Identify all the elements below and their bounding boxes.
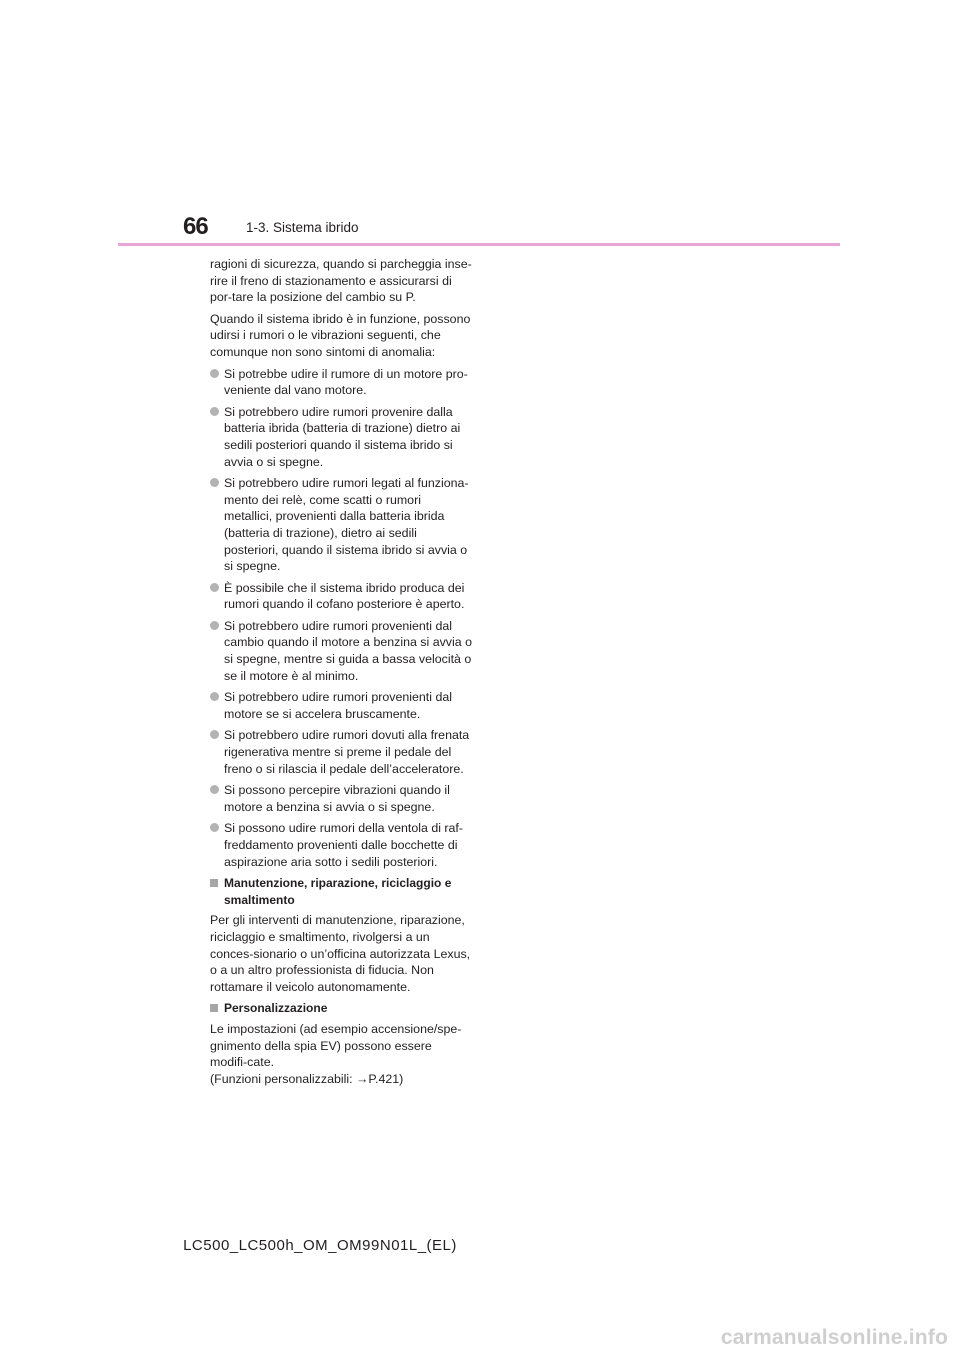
page-content <box>210 256 472 1092</box>
document-code: LC500_LC500h_OM_OM99N01L_(EL) <box>183 1237 457 1254</box>
bullet-icon <box>210 692 219 701</box>
bullet-icon <box>210 785 219 794</box>
intro-paragraph: ragioni di sicurezza, quando si parcheggia inse-rire il freno di stazionamento e assicurarsi di por-tare la posizione del cambio su P. <box>210 257 472 305</box>
list-item <box>210 820 472 870</box>
section-title: 1-3. Sistema ibrido <box>246 220 359 235</box>
list-item <box>210 782 472 815</box>
page-number: 66 <box>183 213 208 240</box>
bullet-icon <box>210 621 219 630</box>
list-item-text: Si potrebbero udire rumori dovuti alla frenata rigenerativa mentre si preme il pedale del freno o si rilascia il pedale dell’acceleratore. <box>224 728 470 776</box>
section-heading <box>210 875 472 908</box>
bullet-icon <box>210 823 219 832</box>
section-heading <box>210 1000 472 1017</box>
cross-reference: (Funzioni personalizzabili: →P.421) <box>210 1071 404 1086</box>
body-paragraph: Le impostazioni (ad esempio accensione/spe-gnimento della spia EV) possono essere modifi-cate. <box>210 1021 462 1070</box>
list-item <box>210 618 472 684</box>
list-item <box>210 366 472 399</box>
list-item-text: Si possono percepire vibrazioni quando il motore a benzina si avvia o si spegne. <box>224 783 450 814</box>
bullet-icon <box>210 407 219 416</box>
section-heading-text: Manutenzione, riparazione, riciclaggio e smaltimento <box>224 876 452 907</box>
bullet-icon <box>210 369 219 378</box>
list-item-text: È possibile che il sistema ibrido produca dei rumori quando il cofano posteriore è aperto. <box>224 580 465 612</box>
header-divider <box>118 243 840 246</box>
square-bullet-icon <box>210 879 218 887</box>
intro-paragraph: Quando il sistema ibrido è in funzione, possono udirsi i rumori o le vibrazioni seguenti, che comunque non sono sintomi di anomalia: <box>210 311 471 359</box>
bullet-icon <box>210 730 219 739</box>
list-item-text: Si potrebbero udire rumori provenire dalla batteria ibrida (batteria di trazione) dietro ai sedili posteriori quando il sistema ibrido si avvia o si spegne. <box>224 404 461 469</box>
list-item-text: Si possono udire rumori della ventola di raf-freddamento provenienti dalle bocchette di aspirazione aria sotto i sedili posteriori. <box>224 821 463 869</box>
section-heading-text: Personalizzazione <box>224 1001 328 1016</box>
list-item-text: Si potrebbero udire rumori provenienti dal motore se si accelera bruscamente. <box>224 690 452 721</box>
square-bullet-icon <box>210 1004 218 1012</box>
list-item-text: Si potrebbero udire rumori provenienti dal cambio quando il motore a benzina si avvia o si spegne, mentre si guida a bassa velocità o se il motore è al minimo. <box>224 618 472 683</box>
list-item <box>210 475 472 575</box>
body-paragraph: Per gli interventi di manutenzione, riparazione, riciclaggio e smaltimento, rivolgersi a un conces-sionario o un’officina autorizzata Lexus, o a un altro professionista di fiducia. Non rottamare il veicolo autonomamente. <box>210 913 471 994</box>
list-item <box>210 727 472 777</box>
list-item-text: Si potrebbero udire rumori legati al funziona-mento dei relè, come scatti o rumori metallici, provenienti dalla batteria ibrida (batteria di trazione), dietro ai sedili posteriori, quando il sistema ibrido si avvia o si spegne. <box>224 476 469 574</box>
watermark: carmanualsonline.info <box>720 1326 948 1349</box>
list-item <box>210 580 472 613</box>
list-item <box>210 689 472 722</box>
bullet-icon <box>210 478 219 487</box>
list-item <box>210 404 472 470</box>
list-item-text: Si potrebbe udire il rumore di un motore pro-veniente dal vano motore. <box>224 366 468 398</box>
bullet-icon <box>210 583 219 592</box>
